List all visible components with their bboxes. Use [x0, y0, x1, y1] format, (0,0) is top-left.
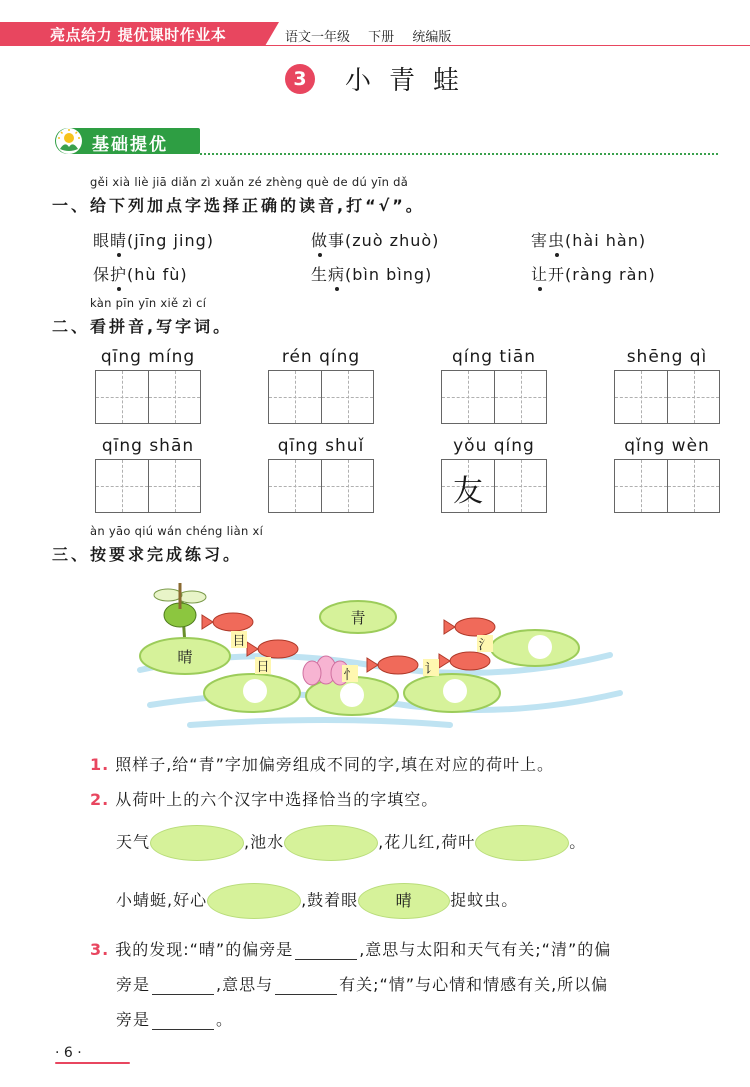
word-pinyin: qǐng wèn	[624, 436, 710, 456]
q1-item[interactable]: 害虫(hài hàn)	[531, 228, 646, 251]
page-number-underline	[55, 1062, 130, 1064]
q3-prompt: 三、按要求完成练习。	[52, 545, 243, 564]
sample-char: 晴	[177, 648, 193, 666]
page-number: · 6 ·	[55, 1045, 82, 1061]
tianzige-box[interactable]	[614, 459, 720, 513]
radical-label: 日	[256, 660, 270, 675]
tianzige-box[interactable]	[95, 459, 201, 513]
dotted-char: 护	[110, 262, 127, 285]
q1-item[interactable]: 保护(hù fù)	[93, 262, 188, 285]
tianzige-box[interactable]	[614, 370, 720, 424]
q1-item[interactable]: 让开(ràng ràn)	[531, 262, 656, 285]
leaf-blank[interactable]	[475, 825, 569, 861]
fish-icon	[202, 613, 253, 631]
q1-prompt: 一、给下列加点字选择正确的读音,打“√”。	[52, 196, 425, 215]
radical-label: 目	[232, 634, 246, 649]
sub-question-3-line-3: 旁是 。	[116, 1010, 234, 1029]
q2-pinyin: kàn pīn yīn xiě zì cí	[90, 296, 207, 310]
tianzige-box[interactable]	[441, 370, 547, 424]
leaf-sample: 晴	[358, 883, 450, 919]
answer-blank[interactable]	[295, 941, 357, 960]
fish-icon	[439, 652, 490, 670]
book-info	[285, 26, 465, 45]
word-pinyin: qīng míng	[100, 347, 196, 367]
word-pinyin: shēng qì	[626, 347, 708, 367]
word-pinyin: qīng shuǐ	[277, 436, 365, 456]
brand-title: 亮点给力 提优课时作业本	[50, 26, 227, 44]
dotted-char: 做	[311, 228, 328, 251]
leaf-blank[interactable]	[207, 883, 301, 919]
radical-label: 讠	[424, 662, 438, 677]
dotted-char: 睛	[110, 228, 127, 251]
lesson-number-badge: 3	[285, 64, 315, 94]
sub-question-3-line-1: 3. 我的发现:“晴”的偏旁是 ,意思与太阳和天气有关;“清”的偏	[90, 940, 612, 959]
answer-blank[interactable]	[275, 976, 337, 995]
sub-question-3-line-2: 旁是 ,意思与 有关;“情”与心情和情感有关,所以偏	[116, 975, 609, 994]
fill-line-2: 小蜻蜓,好心 ,鼓着眼 晴 捉蚊虫。	[116, 883, 518, 919]
q1-pinyin: gěi xià liè jiā diǎn zì xuǎn zé zhèng què de dú yīn dǎ	[90, 175, 409, 189]
center-char: 青	[350, 609, 366, 627]
q2-prompt: 二、看拼音,写字词。	[52, 317, 233, 336]
edition-label: 统编版	[412, 30, 452, 45]
answer-blank[interactable]	[152, 1011, 214, 1030]
dotted-char: 虫	[548, 228, 565, 251]
q1-item[interactable]: 眼睛(jīng jing)	[93, 228, 214, 251]
q1-item[interactable]: 生病(bìn bìng)	[311, 262, 432, 285]
word-pinyin: qíng tiān	[451, 347, 537, 367]
dragonfly-icon	[154, 583, 206, 645]
tianzige-box[interactable]: 友	[441, 459, 547, 513]
fill-line-1: 天气 ,池水 ,花儿红,荷叶 。	[116, 825, 586, 861]
answer-blank[interactable]	[152, 976, 214, 995]
dotted-char: 病	[328, 262, 345, 285]
sun-leaf-icon	[55, 127, 83, 155]
header-rule	[265, 45, 750, 46]
subject-label: 语文一年级	[285, 30, 351, 45]
fish-icon	[444, 618, 495, 636]
lesson-title: 小青蛙	[345, 66, 478, 96]
q3-pinyin: àn yāo qiú wán chéng liàn xí	[90, 524, 264, 538]
lotus-pond-illustration	[130, 575, 630, 735]
dotted-char: 让	[531, 262, 548, 285]
section-dotted-rule	[200, 153, 718, 155]
word-pinyin: qīng shān	[101, 436, 195, 456]
word-pinyin: yǒu qíng	[453, 436, 535, 456]
fish-icon	[367, 656, 418, 674]
word-pinyin: rén qíng	[281, 347, 361, 367]
tianzige-box[interactable]	[268, 370, 374, 424]
q1-item[interactable]: 做事(zuò zhuò)	[311, 228, 439, 251]
sub-question-1: 1. 照样子,给“青”字加偏旁组成不同的字,填在对应的荷叶上。	[90, 755, 554, 774]
section-title: 基础提优	[92, 135, 168, 155]
radical-label: 忄	[343, 668, 357, 683]
volume-label: 下册	[368, 30, 395, 45]
sub-question-2: 2. 从荷叶上的六个汉字中选择恰当的字填空。	[90, 790, 439, 809]
leaf-blank[interactable]	[284, 825, 378, 861]
tianzige-box[interactable]	[95, 370, 201, 424]
leaf-blank[interactable]	[150, 825, 244, 861]
radical-label: 氵	[478, 638, 492, 653]
tianzige-box[interactable]	[268, 459, 374, 513]
